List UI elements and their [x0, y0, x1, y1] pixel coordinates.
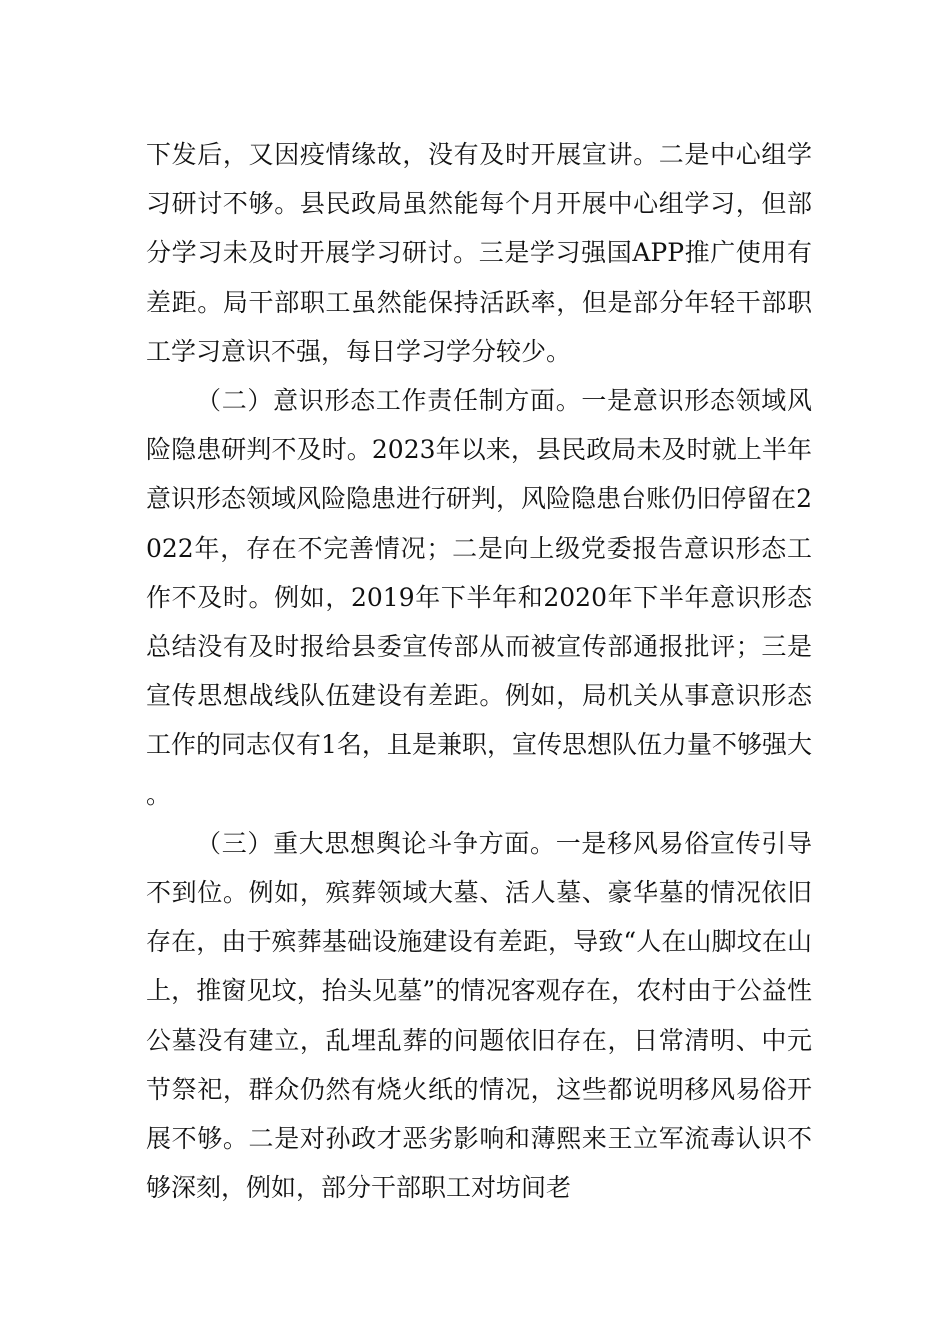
document-body	[146, 130, 812, 1212]
paragraph-study-issues: 下发后，又因疫情缘故，没有及时开展宣讲。二是中心组学习研讨不够。县民政局虽然能每个月开展中心组学习，但部分学习未及时开展学习研讨。三是学习强国APP推广使用有差距。局干部职工虽然能保持活跃率，但是部分年轻干部职工学习意识不强，每日学习学分较少。	[146, 140, 812, 366]
paragraph-public-opinion-struggle: （三）重大思想舆论斗争方面。一是移风易俗宣传引导不到位。例如，殡葬领域大墓、活人墓、豪华墓的情况依旧存在，由于殡葬基础设施建设有差距，导致“人在山脚坟在山上，推窗见坟，抬头见墓”的情况客观存在，农村由于公益性公墓没有建立，乱埋乱葬的问题依旧存在，日常清明、中元节祭祀，群众仍然有烧火纸的情况，这些都说明移风易俗开展不够。二是对孙政才恶劣影响和薄熙来王立军流毒认识不够深刻，例如，部分干部职工对坊间老	[146, 828, 812, 1203]
paragraph-ideology-responsibility: （二）意识形态工作责任制方面。一是意识形态领域风险隐患研判不及时。2023年以来，县民政局未及时就上半年意识形态领域风险隐患进行研判，风险隐患台账仍旧停留在2022年，存在不完善情况；二是向上级党委报告意识形态工作不及时。例如，2019年下半年和2020年下半年意识形态总结没有及时报给县委宣传部从而被宣传部通报批评；三是宣传思想战线队伍建设有差距。例如，局机关从事意识形态工作的同志仅有1名，且是兼职，宣传思想队伍力量不够强大。	[146, 386, 812, 809]
